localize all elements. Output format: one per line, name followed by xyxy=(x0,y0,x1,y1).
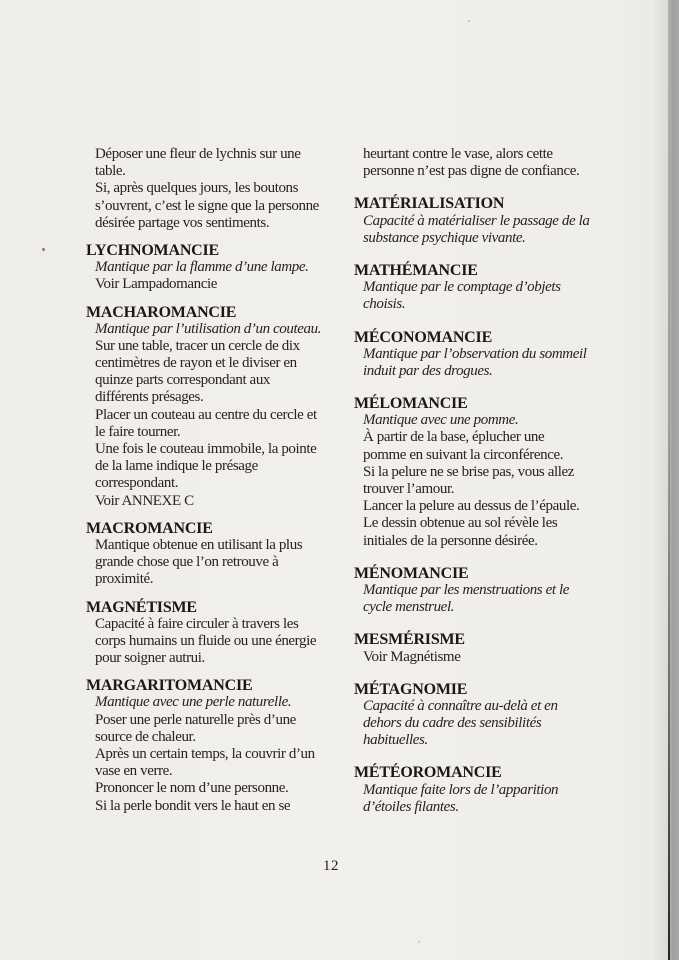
entry-line: Une fois le couteau immobile, la pointe xyxy=(95,441,317,457)
entry-line: Mantique par l’utilisation d’un couteau. xyxy=(95,320,322,337)
dictionary-entry xyxy=(354,146,610,180)
entry-heading: MESMÉRISME xyxy=(354,631,465,649)
entry-line: Voir ANNEXE C xyxy=(95,492,194,509)
entry-line: Capacité à faire circuler à travers les xyxy=(95,615,299,632)
dictionary-entry xyxy=(354,565,610,617)
dictionary-entry xyxy=(86,304,342,510)
entry-line: trouver l’amour. xyxy=(363,481,455,497)
entry-line: de la lame indique le présage xyxy=(95,458,258,475)
entry-line: cycle menstruel. xyxy=(363,599,455,616)
entry-heading: MAGNÉTISME xyxy=(86,598,197,616)
entry-line: pomme en suivant la circonférence. xyxy=(363,446,564,463)
entry-line: dehors du cadre des sensibilités xyxy=(363,715,542,732)
dictionary-entry xyxy=(86,146,342,232)
entry-line: correspondant. xyxy=(95,475,179,492)
entry-line: pour soigner autrui. xyxy=(95,650,205,667)
entry-line: habituelles. xyxy=(363,732,428,749)
entry-heading: MATHÉMANCIE xyxy=(354,261,478,279)
page-number: 12 xyxy=(323,858,339,874)
entry-line: Capacité à matérialiser le passage de la xyxy=(363,212,590,229)
entry-heading: MACHAROMANCIE xyxy=(86,303,237,321)
entry-line: induit par des drogues. xyxy=(363,362,493,379)
dictionary-entry xyxy=(86,242,342,294)
dictionary-entry xyxy=(86,599,342,668)
entry-heading: MÉLOMANCIE xyxy=(354,395,468,413)
column-left xyxy=(86,146,342,815)
entry-line: Poser une perle naturelle près d’une xyxy=(95,711,296,728)
entry-line: Mantique par le comptage d’objets xyxy=(363,279,561,296)
entry-line: choisis. xyxy=(363,296,406,313)
entry-line: Mantique par l’observation du sommeil xyxy=(363,345,587,362)
entry-line: d’étoiles filantes. xyxy=(363,798,459,815)
entry-line: table. xyxy=(95,163,126,180)
entry-line: Mantique par les menstruations et le xyxy=(363,581,569,598)
entry-heading: MÉNOMANCIE xyxy=(354,564,469,582)
entry-line: corps humains un fluide ou une énergie xyxy=(95,632,317,649)
entry-line: différents présages. xyxy=(95,389,204,406)
dictionary-entry xyxy=(86,677,342,815)
entry-line: Placer un couteau au centre du cercle et xyxy=(95,406,317,423)
entry-line: Si la perle bondit vers le haut en se xyxy=(95,797,291,814)
entry-line: source de chaleur. xyxy=(95,728,196,745)
entry-line: Si, après quelques jours, les boutons xyxy=(95,180,299,197)
dictionary-entry xyxy=(86,520,342,589)
entry-line: vase en verre. xyxy=(95,763,173,780)
dictionary-entry xyxy=(354,262,610,314)
entry-heading: MÉTAGNOMIE xyxy=(354,680,468,698)
entry-line: heurtant contre le vase, alors cette xyxy=(363,146,553,162)
entry-line: le faire tourner. xyxy=(95,423,181,440)
entry-line: Mantique par la flamme d’une lampe. xyxy=(95,259,309,276)
dictionary-entry xyxy=(354,395,610,550)
paper-speck xyxy=(418,941,420,943)
entry-line: Sur une table, tracer un cercle de dix xyxy=(95,337,300,354)
entry-line: Mantique faite lors de l’apparition xyxy=(363,781,559,798)
entry-heading: MARGARITOMANCIE xyxy=(86,677,253,695)
entry-line: Voir Lampadomancie xyxy=(95,276,218,293)
entry-line: Capacité à connaître au-delà et en xyxy=(363,697,558,714)
entry-heading: MÉCONOMANCIE xyxy=(354,328,493,346)
dictionary-entry xyxy=(354,195,610,247)
paper-speck xyxy=(468,20,470,22)
entry-line: Le dessin obtenue au sol révèle les xyxy=(363,515,558,532)
paper-edge-shading xyxy=(652,0,668,960)
entry-line: Déposer une fleur de lychnis sur une xyxy=(95,146,301,162)
entry-line: centimètres de rayon et le diviser en xyxy=(95,355,297,372)
entry-line: Mantique avec une perle naturelle. xyxy=(95,694,292,711)
scan-edge-line xyxy=(668,0,670,960)
entry-line: proximité. xyxy=(95,571,154,588)
entry-line: Lancer la pelure au dessus de l’épaule. xyxy=(363,498,580,515)
entry-line: initiales de la personne désirée. xyxy=(363,532,538,549)
entry-line: À partir de la base, éplucher une xyxy=(363,429,545,446)
dictionary-entry xyxy=(354,764,610,816)
entry-line: désirée partage vos sentiments. xyxy=(95,214,270,231)
entry-line: quinze parts correspondant aux xyxy=(95,372,271,389)
entry-line: Après un certain temps, la couvrir d’un xyxy=(95,746,315,762)
entry-line: personne n’est pas digne de confiance. xyxy=(363,163,580,180)
entry-line: Prononcer le nom d’une personne. xyxy=(95,780,289,797)
entry-line: Voir Magnétisme xyxy=(363,648,461,665)
dictionary-entry xyxy=(354,329,610,381)
entry-heading: MATÉRIALISATION xyxy=(354,195,505,213)
dictionary-entry xyxy=(354,681,610,750)
entry-heading: MÉTÉOROMANCIE xyxy=(354,764,502,782)
entry-heading: MACROMANCIE xyxy=(86,519,213,537)
entry-line: grande chose que l’on retrouve à xyxy=(95,554,279,571)
entry-line: s’ouvrent, c’est le signe que la personne xyxy=(95,197,319,214)
entry-line: Mantique avec une pomme. xyxy=(363,412,519,429)
entry-line: substance psychique vivante. xyxy=(363,229,526,246)
column-right xyxy=(354,146,610,816)
dictionary-entry xyxy=(354,631,610,665)
paper-speck xyxy=(42,248,45,251)
entry-heading: LYCHNOMANCIE xyxy=(86,241,220,259)
entry-line: Mantique obtenue en utilisant la plus xyxy=(95,536,303,553)
entry-line: Si la pelure ne se brise pas, vous allez xyxy=(363,463,575,480)
